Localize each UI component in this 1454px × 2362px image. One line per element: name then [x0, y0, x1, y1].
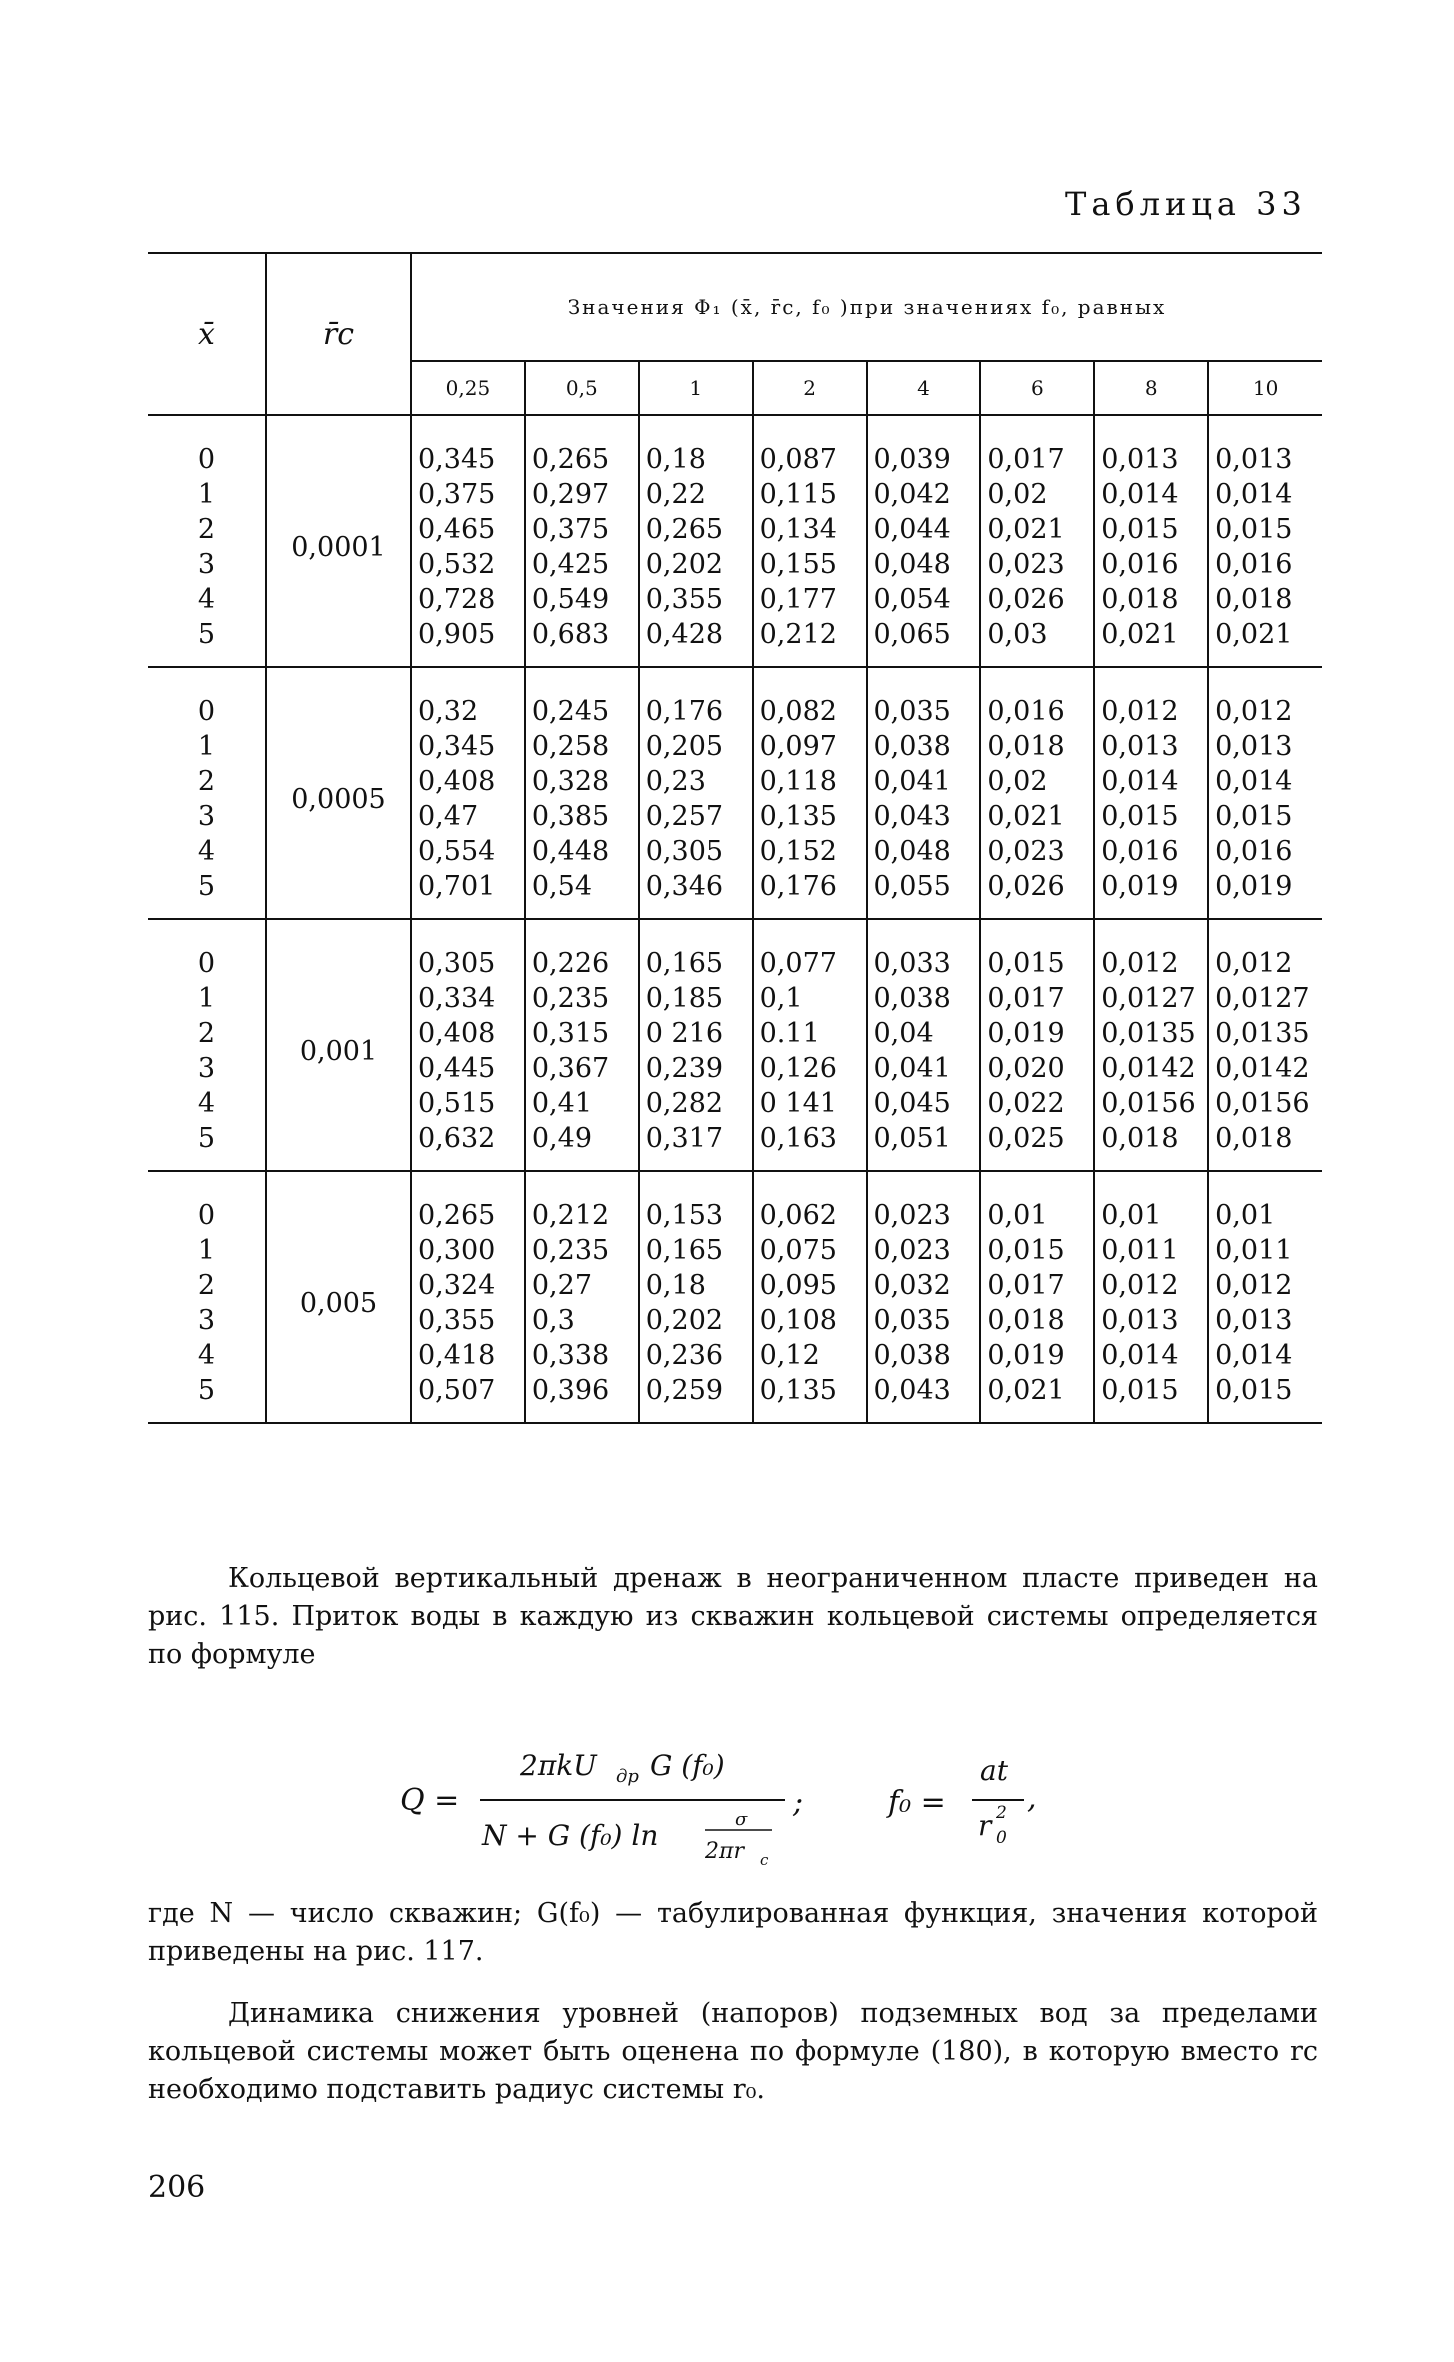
phi-value: 0,018: [1101, 584, 1179, 615]
phi-value: 0,47: [418, 801, 479, 832]
phi-value: 0.11: [759, 1018, 820, 1049]
header-f0-value: 8: [1094, 361, 1208, 415]
phi-value: 0,015: [1101, 801, 1179, 832]
phi-value: 0,701: [418, 871, 496, 902]
phi-value: 0,018: [1215, 1123, 1293, 1154]
phi-value: 0,236: [645, 1340, 724, 1371]
phi-value: 0,012: [1215, 696, 1293, 727]
phi-value: 0,017: [987, 1270, 1065, 1301]
phi-value: 0,043: [873, 1375, 951, 1406]
phi-value: 0,418: [418, 1340, 496, 1371]
phi-value: 0,3: [531, 1305, 575, 1336]
formula-numerator: 2πkU: [520, 1749, 597, 1782]
phi-value: 0,0135: [1215, 1018, 1310, 1049]
phi-value: 0,015: [987, 1235, 1065, 1266]
phi-value: 0,03: [987, 619, 1048, 650]
phi-value: 0,013: [1101, 731, 1179, 762]
phi-value: 0,338: [531, 1340, 610, 1371]
phi-value: 0,27: [531, 1270, 592, 1301]
formula-semicolon: ;: [793, 1785, 804, 1820]
phi-value: 0,259: [645, 1375, 724, 1406]
phi-value: 0,367: [531, 1053, 610, 1084]
x-value: 2: [197, 514, 216, 545]
phi-value: 0,025: [987, 1123, 1065, 1154]
phi-value: 0,115: [759, 479, 837, 510]
phi-value: 0,448: [531, 836, 610, 867]
formula-f0-lhs: f₀ =: [888, 1785, 946, 1820]
phi-value: 0,445: [418, 1053, 496, 1084]
phi-value: 0,014: [1215, 766, 1293, 797]
phi-value: 0,0156: [1101, 1088, 1196, 1119]
phi-value: 0,055: [873, 871, 951, 902]
phi-value: 0,021: [987, 801, 1065, 832]
phi-value: 0,176: [759, 871, 837, 902]
phi-value: 0,155: [759, 549, 837, 580]
phi-value: 0,023: [873, 1235, 951, 1266]
x-values-cell: [148, 667, 266, 919]
phi-value: 0,023: [873, 1200, 951, 1231]
x-values-cell: [148, 415, 266, 667]
phi-value: 0,018: [1215, 584, 1293, 615]
x-values-cell: [148, 1171, 266, 1423]
phi-values-cell: [1208, 919, 1322, 1171]
phi-value: 0,355: [418, 1305, 496, 1336]
phi-value: 0,020: [987, 1053, 1065, 1084]
phi-value: 0,021: [1215, 619, 1293, 650]
phi-value: 0,0135: [1101, 1018, 1196, 1049]
phi-value: 0,026: [987, 871, 1065, 902]
phi-value: 0,239: [645, 1053, 724, 1084]
phi-value: 0,549: [531, 584, 610, 615]
phi-value: 0,023: [987, 836, 1065, 867]
phi-value: 0,235: [531, 983, 610, 1014]
phi-values-cell: [1208, 667, 1322, 919]
phi-values-cell: [867, 415, 981, 667]
phi-value: 0,355: [645, 584, 724, 615]
phi-value: 0,202: [645, 1305, 724, 1336]
phi-value: 0,408: [418, 766, 496, 797]
x-value: 5: [197, 1123, 216, 1154]
phi-values-cell: [1094, 667, 1208, 919]
phi-values-cell: [1094, 919, 1208, 1171]
phi-value: 0,396: [531, 1375, 610, 1406]
x-value: 5: [197, 871, 216, 902]
phi-value: 0,108: [759, 1305, 837, 1336]
x-value: 2: [197, 1270, 216, 1301]
phi-value: 0,018: [987, 1305, 1065, 1336]
rc-value: 0,005: [266, 1171, 411, 1423]
phi-value: 0,016: [1215, 836, 1293, 867]
phi-value: 0,015: [1215, 1375, 1293, 1406]
phi-value: 0,038: [873, 731, 951, 762]
phi-value: 0,048: [873, 549, 951, 580]
phi-value: 0,021: [1101, 619, 1179, 650]
phi-value: 0,0142: [1101, 1053, 1196, 1084]
phi-value: 0,016: [1215, 549, 1293, 580]
values-table: [148, 252, 1322, 1424]
phi-value: 0,408: [418, 1018, 496, 1049]
phi-value: 0,428: [645, 619, 724, 650]
x-value: 4: [197, 1088, 216, 1119]
phi-value: 0,01: [1101, 1200, 1162, 1231]
phi-value: 0,135: [759, 801, 837, 832]
phi-value: 0,087: [759, 444, 837, 475]
phi-value: 0,465: [418, 514, 496, 545]
phi-value: 0,097: [759, 731, 837, 762]
phi-value: 0,507: [418, 1375, 496, 1406]
formula-numerator-sub: др: [616, 1766, 639, 1787]
phi-value: 0,016: [1101, 549, 1179, 580]
phi-value: 0,019: [987, 1018, 1065, 1049]
phi-value: 0,012: [1101, 696, 1179, 727]
phi-value: 0,385: [531, 801, 610, 832]
phi-value: 0,728: [418, 584, 496, 615]
phi-values-cell: [639, 1171, 753, 1423]
phi-value: 0,014: [1215, 479, 1293, 510]
phi-value: 0,212: [759, 619, 837, 650]
header-f0-value: 2: [753, 361, 867, 415]
x-value: 1: [197, 479, 216, 510]
phi-values-cell: [411, 1171, 525, 1423]
phi-value: 0,315: [531, 1018, 610, 1049]
phi-value: 0,245: [531, 696, 610, 727]
phi-values-cell: [411, 667, 525, 919]
header-f0-value: 10: [1208, 361, 1322, 415]
phi-value: 0,016: [987, 696, 1065, 727]
phi-value: 0,023: [987, 549, 1065, 580]
phi-value: 0,1: [759, 983, 803, 1014]
phi-value: 0,021: [987, 1375, 1065, 1406]
header-x: x̄: [148, 253, 266, 415]
phi-value: 0,425: [531, 549, 610, 580]
formula: [400, 1720, 1100, 1870]
phi-value: 0,212: [531, 1200, 610, 1231]
x-value: 4: [197, 836, 216, 867]
phi-value: 0,04: [873, 1018, 934, 1049]
phi-value: 0,334: [418, 983, 496, 1014]
phi-value: 0,265: [645, 514, 724, 545]
phi-value: 0,02: [987, 479, 1048, 510]
phi-value: 0,032: [873, 1270, 951, 1301]
phi-value: 0,12: [759, 1340, 820, 1371]
phi-value: 0,375: [531, 514, 610, 545]
phi-value: 0,045: [873, 1088, 951, 1119]
phi-value: 0,126: [759, 1053, 837, 1084]
phi-value: 0 141: [759, 1088, 837, 1119]
phi-value: 0,18: [645, 1270, 706, 1301]
formula-f0-den-sub: 0: [996, 1828, 1007, 1848]
phi-value: 0,014: [1101, 479, 1179, 510]
phi-value: 0,012: [1215, 1270, 1293, 1301]
x-value: 3: [197, 549, 216, 580]
table-block: [148, 667, 1322, 919]
phi-values-cell: [525, 667, 639, 919]
phi-value: 0,054: [873, 584, 951, 615]
x-value: 1: [197, 731, 216, 762]
phi-value: 0,226: [531, 948, 610, 979]
phi-values-cell: [1208, 415, 1322, 667]
table-row: [148, 667, 1322, 919]
phi-value: 0,051: [873, 1123, 951, 1154]
header-group: Значения Φ₁ (x̄, r̄c, f₀ )при значениях f₀, равных: [411, 253, 1322, 361]
x-value: 2: [197, 1018, 216, 1049]
phi-value: 0,257: [645, 801, 724, 832]
phi-value: 0,048: [873, 836, 951, 867]
phi-values-cell: [753, 1171, 867, 1423]
phi-value: 0,532: [418, 549, 496, 580]
phi-value: 0,026: [987, 584, 1065, 615]
phi-values-cell: [525, 1171, 639, 1423]
x-value: 2: [197, 766, 216, 797]
phi-value: 0,035: [873, 696, 951, 727]
formula-ln-den: 2πr: [705, 1839, 744, 1864]
header-f0-value: 0,5: [525, 361, 639, 415]
x-value: 4: [197, 1340, 216, 1371]
phi-value: 0,039: [873, 444, 951, 475]
phi-value: 0,54: [531, 871, 592, 902]
phi-values-cell: [1208, 1171, 1322, 1423]
phi-value: 0,015: [1215, 801, 1293, 832]
phi-values-cell: [525, 919, 639, 1171]
phi-value: 0,015: [987, 948, 1065, 979]
x-value: 3: [197, 801, 216, 832]
phi-values-cell: [639, 415, 753, 667]
phi-value: 0,01: [987, 1200, 1048, 1231]
phi-value: 0,095: [759, 1270, 837, 1301]
phi-value: 0,317: [645, 1123, 724, 1154]
paragraph-3: Динамика снижения уровней (напоров) подземных вод за пределами кольцевой системы может быть оценена по формуле (180), в которую вместо rc необходимо подставить радиус системы r₀.: [148, 1998, 1318, 2105]
phi-value: 0,01: [1215, 1200, 1276, 1231]
phi-value: 0,18: [645, 444, 706, 475]
table-block: [148, 415, 1322, 667]
phi-value: 0,014: [1215, 1340, 1293, 1371]
formula-graphic: [400, 1720, 1100, 1870]
phi-value: 0,345: [418, 444, 496, 475]
phi-value: 0,32: [418, 696, 479, 727]
phi-value: 0,013: [1215, 444, 1293, 475]
phi-value: 0,324: [418, 1270, 496, 1301]
phi-value: 0,017: [987, 983, 1065, 1014]
phi-value: 0,346: [645, 871, 724, 902]
phi-value: 0,014: [1101, 766, 1179, 797]
x-value: 5: [197, 619, 216, 650]
formula-q: Q =: [400, 1783, 460, 1818]
header-f0-value: 6: [980, 361, 1094, 415]
x-values-cell: [148, 919, 266, 1171]
phi-value: 0,165: [645, 948, 724, 979]
phi-value: 0,345: [418, 731, 496, 762]
x-value: 1: [197, 1235, 216, 1266]
phi-value: 0,044: [873, 514, 951, 545]
phi-value: 0,205: [645, 731, 724, 762]
phi-value: 0,018: [1101, 1123, 1179, 1154]
header-f0-value: 4: [867, 361, 981, 415]
phi-value: 0,683: [531, 619, 610, 650]
x-value: 0: [197, 948, 216, 979]
x-value: 3: [197, 1053, 216, 1084]
phi-values-cell: [639, 667, 753, 919]
phi-values-cell: [1094, 1171, 1208, 1423]
rc-value: 0,001: [266, 919, 411, 1171]
phi-value: 0,305: [645, 836, 724, 867]
phi-value: 0,082: [759, 696, 837, 727]
x-value: 0: [197, 1200, 216, 1231]
phi-values-cell: [867, 1171, 981, 1423]
phi-value: 0,135: [759, 1375, 837, 1406]
rc-value: 0,0005: [266, 667, 411, 919]
phi-value: 0,015: [1215, 514, 1293, 545]
x-value: 5: [197, 1375, 216, 1406]
phi-value: 0,013: [1215, 1305, 1293, 1336]
phi-value: 0,013: [1215, 731, 1293, 762]
header-f0-value: 1: [639, 361, 753, 415]
phi-value: 0,22: [645, 479, 706, 510]
formula-f0-den-sup: 2: [996, 1803, 1007, 1823]
phi-value: 0,014: [1101, 1340, 1179, 1371]
phi-value: 0,015: [1101, 1375, 1179, 1406]
phi-value: 0,49: [531, 1123, 592, 1154]
phi-value: 0,077: [759, 948, 837, 979]
formula-f0-den: r: [978, 1809, 992, 1842]
phi-values-cell: [867, 667, 981, 919]
page-number: 206: [148, 2170, 206, 2205]
phi-value: 0,0127: [1101, 983, 1196, 1014]
x-value: 3: [197, 1305, 216, 1336]
phi-value: 0,065: [873, 619, 951, 650]
phi-value: 0,515: [418, 1088, 496, 1119]
phi-value: 0,022: [987, 1088, 1065, 1119]
phi-value: 0,118: [759, 766, 837, 797]
phi-values-cell: [980, 1171, 1094, 1423]
phi-value: 0,23: [645, 766, 706, 797]
phi-value: 0,062: [759, 1200, 837, 1231]
phi-value: 0,554: [418, 836, 496, 867]
phi-value: 0,019: [1215, 871, 1293, 902]
phi-value: 0,041: [873, 1053, 951, 1084]
phi-value: 0,041: [873, 766, 951, 797]
phi-values-cell: [639, 919, 753, 1171]
phi-value: 0,035: [873, 1305, 951, 1336]
phi-value: 0,185: [645, 983, 724, 1014]
formula-denominator: N + G (f₀) ln: [482, 1819, 659, 1852]
formula-numerator-tail: G (f₀): [650, 1749, 725, 1782]
x-value: 4: [197, 584, 216, 615]
phi-value: 0,015: [1101, 514, 1179, 545]
phi-value: 0,163: [759, 1123, 837, 1154]
phi-values-cell: [753, 919, 867, 1171]
phi-value: 0,297: [531, 479, 610, 510]
phi-value: 0,177: [759, 584, 837, 615]
phi-value: 0,0156: [1215, 1088, 1310, 1119]
phi-value: 0,075: [759, 1235, 837, 1266]
phi-value: 0,019: [987, 1340, 1065, 1371]
formula-ln-num: σ: [735, 1809, 748, 1830]
phi-value: 0,013: [1101, 1305, 1179, 1336]
phi-value: 0,282: [645, 1088, 724, 1119]
phi-value: 0,042: [873, 479, 951, 510]
phi-value: 0,375: [418, 479, 496, 510]
table-row: [148, 415, 1322, 667]
data-table-container: [148, 252, 1322, 1424]
phi-values-cell: [525, 415, 639, 667]
phi-value: 0,021: [987, 514, 1065, 545]
phi-value: 0,017: [987, 444, 1065, 475]
phi-value: 0,018: [987, 731, 1065, 762]
header-f0-value: 0,25: [411, 361, 525, 415]
phi-value: 0,011: [1215, 1235, 1293, 1266]
phi-value: 0,02: [987, 766, 1048, 797]
rc-value: 0,0001: [266, 415, 411, 667]
phi-value: 0,235: [531, 1235, 610, 1266]
phi-values-cell: [980, 919, 1094, 1171]
table-block: [148, 919, 1322, 1171]
formula-f0-num: at: [980, 1754, 1008, 1787]
phi-value: 0,152: [759, 836, 837, 867]
phi-value: 0,134: [759, 514, 837, 545]
table-block: [148, 1171, 1322, 1423]
phi-value: 0,905: [418, 619, 496, 650]
x-value: 0: [197, 444, 216, 475]
phi-values-cell: [753, 415, 867, 667]
phi-values-cell: [753, 667, 867, 919]
phi-value: 0,043: [873, 801, 951, 832]
phi-value: 0,033: [873, 948, 951, 979]
phi-value: 0,202: [645, 549, 724, 580]
phi-value: 0,0127: [1215, 983, 1310, 1014]
table-row: [148, 919, 1322, 1171]
phi-values-cell: [411, 919, 525, 1171]
header-rc: r̄c: [266, 253, 411, 415]
phi-value: 0,012: [1101, 1270, 1179, 1301]
phi-value: 0,300: [418, 1235, 496, 1266]
table-row: [148, 1171, 1322, 1423]
phi-value: 0,265: [418, 1200, 496, 1231]
phi-value: 0,013: [1101, 444, 1179, 475]
phi-value: 0,41: [531, 1088, 592, 1119]
phi-value: 0,038: [873, 1340, 951, 1371]
table-caption: Таблица 33: [1065, 185, 1307, 223]
phi-value: 0,265: [531, 444, 610, 475]
formula-ln-den-sub: c: [760, 1851, 769, 1869]
phi-value: 0,038: [873, 983, 951, 1014]
x-value: 1: [197, 983, 216, 1014]
phi-value: 0,328: [531, 766, 610, 797]
phi-value: 0,165: [645, 1235, 724, 1266]
phi-value: 0,012: [1101, 948, 1179, 979]
phi-value: 0,153: [645, 1200, 724, 1231]
phi-value: 0,012: [1215, 948, 1293, 979]
phi-value: 0,019: [1101, 871, 1179, 902]
phi-value: 0,016: [1101, 836, 1179, 867]
phi-value: 0,011: [1101, 1235, 1179, 1266]
phi-values-cell: [980, 415, 1094, 667]
phi-value: 0,176: [645, 696, 724, 727]
phi-value: 0,0142: [1215, 1053, 1310, 1084]
phi-values-cell: [980, 667, 1094, 919]
phi-value: 0,258: [531, 731, 610, 762]
x-value: 0: [197, 696, 216, 727]
phi-value: 0,305: [418, 948, 496, 979]
phi-values-cell: [867, 919, 981, 1171]
phi-value: 0,632: [418, 1123, 496, 1154]
paragraph-1: Кольцевой вертикальный дренаж в неограниченном пласте приведен на рис. 115. Приток воды в каждую из скважин кольцевой системы определяется по формуле: [148, 1563, 1318, 1670]
paragraph-2: где N — число скважин; G(f₀) — табулированная функция, значения которой приведены на рис. 117.: [148, 1898, 1318, 1967]
phi-value: 0 216: [645, 1018, 724, 1049]
phi-values-cell: [411, 415, 525, 667]
phi-values-cell: [1094, 415, 1208, 667]
formula-comma: ,: [1027, 1781, 1037, 1816]
